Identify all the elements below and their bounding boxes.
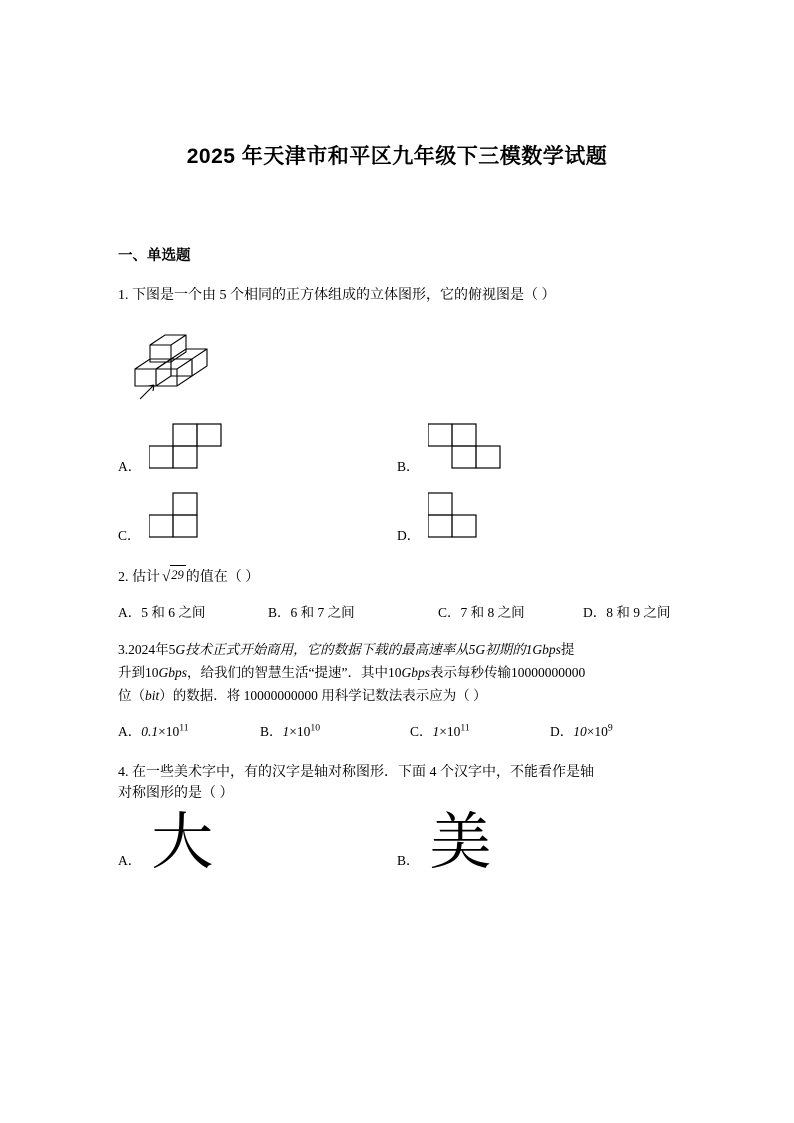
q3-l1c: G初期的1	[475, 641, 533, 657]
option-c-label: C．	[410, 723, 433, 739]
top-view-b-icon	[428, 422, 523, 477]
option-d-exponent: 9	[607, 722, 613, 734]
option-d[interactable]: D．8 和 9 之间	[583, 604, 671, 620]
top-view-d-icon	[428, 491, 523, 546]
q3-l3b: bit	[145, 687, 160, 703]
choice-c[interactable]	[118, 491, 397, 546]
sqrt-radicand: 29	[170, 565, 186, 585]
question-3-number: 3.	[118, 641, 129, 657]
question-4	[118, 762, 676, 805]
q3-l1a: 2024年5	[128, 641, 176, 657]
q3-l1e: 提	[560, 641, 575, 657]
option-c[interactable]: C．7 和 8 之间	[438, 604, 525, 620]
q3-l2c: ，给我们的智慧生活“提速”．其中10	[187, 664, 402, 680]
question-3-line-3	[118, 685, 676, 708]
q3-l3c: ）的数据．将 10000000000 用科学记数法表示应为（ ）	[159, 687, 487, 703]
option-a-times: ×10	[158, 723, 180, 739]
sqrt-expression: √29	[160, 566, 186, 589]
question-2-text-before: 估计	[132, 569, 160, 585]
cube-solid-figure	[128, 321, 676, 406]
option-b-times: ×10	[289, 723, 311, 739]
choice-b-label: B．	[397, 853, 420, 869]
q3-l2a: 升到10	[118, 664, 159, 680]
q3-l1d: Gbps	[532, 641, 561, 657]
choice-b[interactable]	[397, 805, 676, 879]
option-c-exponent: 11	[460, 722, 470, 734]
option-a[interactable]	[118, 720, 260, 740]
option-a-exponent: 11	[179, 722, 189, 734]
option-d-label: D．	[550, 723, 574, 739]
choice-a-label: A．	[118, 853, 142, 869]
option-b-exponent: 10	[310, 722, 321, 734]
question-4-line-1	[118, 762, 676, 784]
question-3-options	[118, 720, 676, 740]
q3-l1b: G技术正式开始商用，它的数据下载的最高速率从5	[175, 641, 476, 657]
question-2-number: 2.	[118, 569, 129, 585]
choice-a-label: A．	[118, 458, 142, 474]
question-1-number: 1.	[118, 288, 129, 303]
choice-a[interactable]	[118, 422, 397, 477]
choice-c-label: C．	[118, 527, 141, 543]
top-view-c-icon	[149, 491, 244, 546]
q3-l2d: Gbps	[401, 664, 431, 680]
choice-b[interactable]	[397, 422, 676, 477]
choice-a[interactable]	[118, 805, 397, 879]
option-d[interactable]	[550, 720, 613, 740]
question-2-options	[118, 601, 676, 621]
option-b[interactable]: B．6 和 7 之间	[268, 604, 355, 620]
page-title: 2025 年天津市和平区九年级下三模数学试题	[186, 145, 608, 168]
question-3-line-1	[118, 639, 676, 662]
top-view-a-icon	[149, 422, 244, 477]
option-b-label: B．	[260, 723, 283, 739]
question-4-line-2: 对称图形的是（ ）	[118, 786, 234, 802]
option-a-mantissa: 0.1	[141, 723, 159, 739]
q3-l3a: 位（	[118, 687, 145, 703]
question-1	[118, 285, 676, 307]
question-2	[118, 566, 676, 589]
question-3-line-2	[118, 662, 676, 685]
hanzi-glyph-b: 美	[429, 805, 492, 879]
option-c[interactable]	[410, 720, 550, 740]
option-b-mantissa: 1	[282, 723, 290, 739]
option-c-mantissa: 1	[432, 723, 440, 739]
question-1-choices	[118, 422, 676, 546]
option-d-times: ×10	[586, 723, 608, 739]
option-a-label: A．	[118, 723, 142, 739]
choice-b-label: B．	[397, 458, 420, 474]
option-b[interactable]	[260, 720, 410, 740]
hanzi-glyph-a: 大	[151, 805, 214, 879]
question-4-text-line-1: 在一些美术字中，有的汉字是轴对称图形．下面 4 个汉字中，不能看作是轴	[132, 764, 594, 780]
choice-d-label: D．	[397, 527, 421, 543]
section-heading: 一、单选题	[118, 248, 191, 264]
option-a[interactable]: A．5 和 6 之间	[118, 604, 206, 620]
q3-l2e: 表示每秒传输10000000000	[430, 664, 586, 680]
q3-l2b: Gbps	[158, 664, 188, 680]
option-c-times: ×10	[439, 723, 461, 739]
option-d-mantissa: 10	[573, 723, 587, 739]
question-4-choices	[118, 805, 676, 879]
question-4-number: 4.	[118, 764, 129, 780]
question-2-text-after: 的值在（ ）	[185, 569, 260, 585]
question-3	[118, 639, 676, 708]
choice-d[interactable]	[397, 491, 676, 546]
question-1-text: 下图是一个由 5 个相同的正方体组成的立体图形，它的俯视图是（ ）	[132, 288, 556, 303]
